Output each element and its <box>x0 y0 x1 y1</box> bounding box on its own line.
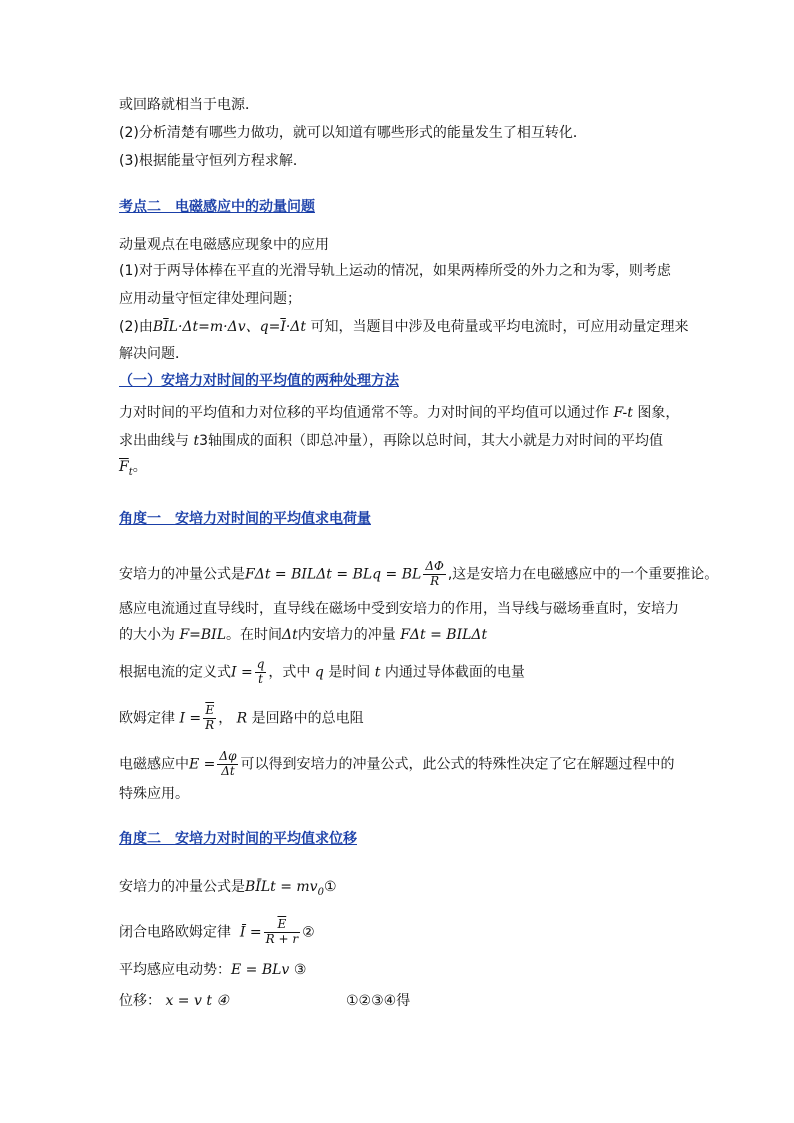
section-heading: 考点二 电磁感应中的动量问题 <box>119 199 315 215</box>
text-span: 安培力的冲量公式是 <box>119 879 245 895</box>
formula-line <box>119 704 364 733</box>
fraction-numerator: q <box>256 657 265 671</box>
math-span: B <box>152 319 164 335</box>
text-line: (1)对于两导体棒在平直的光滑导轨上运动的情况，如果两棒所受的外力之和为零，则考虑 <box>119 263 671 279</box>
text-span: 闭合电路欧姆定律 <box>119 924 231 941</box>
equation-marker: ④ <box>216 993 229 1009</box>
section-heading: （一）安培力对时间的平均值的两种处理方法 <box>119 373 399 389</box>
text-line: 或回路就相当于电源． <box>119 97 259 113</box>
equation-marker: ③ <box>293 962 307 978</box>
text-span: 图象， <box>637 405 680 421</box>
formula-line <box>119 994 229 1008</box>
text-span: 位移： <box>119 993 161 1009</box>
fraction <box>423 560 446 589</box>
text-line: 应用动量守恒定律处理问题； <box>119 291 301 307</box>
math-span: x = v t <box>165 993 212 1009</box>
text-span: 力对时间的平均值和力对位移的平均值通常不等。力对时间的平均值可以通过作 <box>119 405 609 421</box>
fraction-denominator: Δt <box>221 763 235 778</box>
text-line: 特殊应用。 <box>119 786 189 802</box>
math-span: ·Δt <box>285 319 307 335</box>
math-span: Ī = <box>239 924 262 941</box>
text-line <box>119 434 663 448</box>
math-span: I = <box>231 664 253 681</box>
text-span: 电磁感应中 <box>119 756 189 773</box>
math-span: Δt <box>282 627 298 643</box>
fraction-denominator: R + r <box>265 931 299 946</box>
formula-line <box>119 628 487 642</box>
text-span: 。 <box>132 459 147 475</box>
text-span: 安培力的冲量公式是 <box>119 566 245 583</box>
formula-line <box>119 560 718 589</box>
text-span: 内安培力的冲量 <box>297 627 396 643</box>
text-line: 动量观点在电磁感应现象中的应用 <box>119 237 329 253</box>
text-span: 平均感应电动势： <box>119 962 231 978</box>
formula-line <box>119 963 306 977</box>
text-span: 求出曲线与 <box>119 433 189 449</box>
math-span: E = <box>189 756 216 773</box>
text-span: ， <box>218 710 233 727</box>
text-line: 解决问题． <box>119 346 189 362</box>
math-span: F-t <box>613 405 633 421</box>
text-line: (2)分析清楚有哪些力做功，就可以知道有哪些形式的能量发生了相互转化． <box>119 125 587 141</box>
fraction <box>255 658 267 687</box>
math-span: I = <box>179 710 202 727</box>
math-span: $\overline{I}$ <box>163 319 169 335</box>
fraction-denominator: t <box>258 671 263 686</box>
text-line <box>119 406 679 420</box>
section-heading: 角度二 安培力对时间的平均值求位移 <box>119 831 357 847</box>
formula-line <box>119 918 315 947</box>
text-line <box>119 320 689 334</box>
equation-marker: ① <box>323 879 337 895</box>
section-heading: 角度一 安培力对时间的平均值求电荷量 <box>119 511 371 527</box>
fraction-numerator: $\overline{E}$ <box>203 704 216 719</box>
math-span: =m·Δv、q= <box>198 319 281 335</box>
math-span: FΔt = BILΔt = BLq = BL <box>245 566 422 583</box>
fraction-numerator: ΔΦ <box>425 559 444 573</box>
text-span: 可知，当题目中涉及电荷量或平均电流时，可应用动量定理来 <box>310 319 689 335</box>
fraction-denominator: R <box>430 573 440 588</box>
text-span: 根据电流的定义式 <box>119 664 231 681</box>
equation-marker: ② <box>302 924 315 941</box>
text-line <box>119 460 147 478</box>
fraction-denominator: R <box>205 717 215 732</box>
text-span: 是回路中的总电阻 <box>251 710 364 727</box>
text-span: 3轴围成的面积（即总冲量），再除以总时间，其大小就是力对时间的平均值 <box>199 433 663 449</box>
text-span: ,这是安培力在电磁感应中的一个重要推论。 <box>447 566 719 583</box>
math-span: L·Δt <box>168 319 199 335</box>
math-span: BĪLt = mv <box>245 879 318 895</box>
fraction <box>203 704 216 733</box>
fraction-numerator: $\overline{E}$ <box>264 918 300 933</box>
math-span: E = BLv <box>231 962 290 978</box>
text-span: ，式中 <box>268 664 311 681</box>
math-span: FΔt = BILΔt <box>400 627 488 643</box>
text-span: 是时间 <box>328 664 371 681</box>
text-line: 感应电流通过直导线时，直导线在磁场中受到安培力的作用，当导线与磁场垂直时，安培力 <box>119 601 679 617</box>
math-span: F=BIL <box>179 627 227 643</box>
text-span: 可以得到安培力的冲量公式，此公式的特殊性决定了它在解题过程中的 <box>240 756 675 773</box>
fraction-numerator: Δφ <box>219 749 237 763</box>
math-subscript: t <box>128 466 133 478</box>
math-span: q <box>314 664 324 681</box>
formula-line <box>119 658 525 687</box>
text-line: (3)根据能量守恒列方程求解． <box>119 153 307 169</box>
text-span: 。在时间 <box>226 627 283 643</box>
text-span: 欧姆定律 <box>119 710 175 727</box>
text-span: 的大小为 <box>119 627 175 643</box>
math-span: $\overline{I}$ <box>280 319 286 335</box>
text-line: ①②③④得 <box>346 993 411 1009</box>
fraction <box>217 750 238 779</box>
text-span: 内通过导体截面的电量 <box>384 664 525 681</box>
math-span: t <box>193 433 200 449</box>
math-span: $\overline{F}$ <box>119 459 129 475</box>
formula-line <box>119 750 674 779</box>
math-span: R <box>236 710 248 727</box>
math-span: t <box>374 664 381 681</box>
formula-line <box>119 880 337 898</box>
fraction <box>264 918 300 947</box>
math-subscript: 0 <box>317 886 324 898</box>
text-span: (2)由 <box>119 319 153 335</box>
